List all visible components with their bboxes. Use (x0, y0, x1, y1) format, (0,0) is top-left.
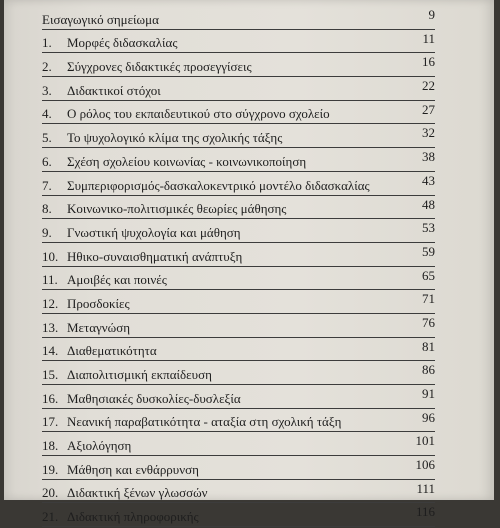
toc-entry-number: 18. (42, 438, 59, 454)
toc-entry-title: Νεανική παραβατικότητα - αταξία στη σχολική τάξη (67, 414, 342, 430)
toc-entry-number: 20. (42, 485, 59, 501)
toc-entry-title: Κοινωνικο-πολιτισμικές θεωρίες μάθησης (67, 201, 287, 217)
toc-entry-11 (42, 268, 435, 292)
toc-entry-rule (42, 171, 435, 172)
toc-entry-7 (42, 173, 435, 197)
toc-entry-page: 32 (422, 125, 435, 141)
toc-entry-rule (42, 218, 435, 219)
toc-entry-17 (42, 410, 435, 434)
toc-entry-title: Αξιολόγηση (67, 438, 132, 454)
toc-entry-number: 9. (42, 224, 52, 240)
toc-entry-rule (42, 384, 435, 385)
toc-entry-19 (42, 457, 435, 481)
toc-entry-title: Γνωστική ψυχολογία και μάθηση (67, 224, 241, 240)
toc-entry-number: 11. (42, 272, 58, 288)
toc-entry-rule (42, 455, 435, 456)
toc-entry-rule (42, 502, 435, 503)
toc-entry-page: 76 (422, 314, 435, 330)
toc-entry-page: 101 (415, 433, 435, 449)
toc-entry-page: 43 (422, 172, 435, 188)
toc-entry-title: Το ψυχολογικό κλίμα της σχολικής τάξης (67, 130, 283, 146)
toc-entry-rule (42, 52, 435, 53)
toc-entry-title: Εισαγωγικό σημείωμα (42, 11, 159, 27)
toc-entry-rule (42, 100, 435, 101)
toc-entry-title: Προσδοκίες (67, 295, 130, 311)
toc-entry-rule (42, 29, 435, 30)
toc-entry-title: Αμοιβές και ποινές (67, 272, 167, 288)
toc-entry-rule (42, 337, 435, 338)
toc-entry-number: 17. (42, 414, 59, 430)
toc-entry-1 (42, 31, 435, 55)
toc-entry-title: Διαπολιτισμική εκπαίδευση (67, 367, 212, 382)
toc-entry-title: Μεταγνώση (67, 319, 131, 335)
toc-entry-number: 12. (42, 295, 59, 311)
toc-entry-rule (42, 242, 435, 243)
toc-entry-page: 91 (422, 386, 435, 401)
toc-entry-rule (42, 431, 435, 432)
toc-entry-rule (42, 408, 435, 409)
toc-entry-rule (42, 526, 435, 527)
toc-entry-title: Μαθησιακές δυσκολίες-δυσλεξία (67, 390, 241, 406)
toc-entry-page: 65 (422, 267, 435, 283)
toc-entry-8 (42, 197, 435, 221)
toc-entry-page: 27 (422, 101, 435, 117)
toc-entry-page: 11 (422, 30, 435, 46)
toc-entry-13 (42, 315, 435, 339)
toc-entry-number: 2. (42, 59, 52, 75)
toc-entry-page: 38 (422, 149, 435, 165)
toc-entry-title: Μορφές διδασκαλίας (67, 35, 178, 51)
toc-entry-title: Διδακτικοί στόχοι (67, 82, 161, 98)
toc-entry-number: 5. (42, 130, 52, 146)
book-page (4, 0, 494, 525)
toc-entry-page: 16 (422, 54, 435, 70)
toc-entry-title: Μάθηση και ενθάρρυνση (67, 461, 199, 477)
toc-entry-title: Διαθεματικότητα (67, 343, 157, 359)
toc-entry-rule (42, 313, 435, 314)
toc-entry-page: 116 (415, 504, 435, 520)
toc-entry-title: Συμπεριφορισμός-δασκαλοκεντρικό μοντέλο διδασκαλίας (67, 177, 370, 193)
toc-entry-page: 81 (422, 338, 435, 354)
toc-entry-18 (42, 433, 435, 457)
toc-entry-title: Ο ρόλος του εκπαιδευτικού στο σύγχρονο σχολείο (67, 106, 330, 122)
table-of-contents (42, 7, 435, 528)
toc-entry-number: 4. (42, 106, 52, 122)
toc-entry-number: 13. (42, 319, 59, 335)
toc-entry-title: Σύγχρονες διδακτικές προσεγγίσεις (67, 59, 252, 75)
toc-entry-rule (42, 76, 435, 77)
toc-entry-number: 16. (42, 390, 59, 406)
toc-entry-rule (42, 360, 435, 361)
toc-entry-rule (42, 289, 435, 290)
toc-entry-15 (42, 362, 435, 386)
toc-entry-21 (42, 504, 435, 528)
toc-entry-page: 106 (415, 457, 435, 473)
toc-entry-2 (42, 54, 435, 78)
toc-entry-9 (42, 220, 435, 244)
toc-entry-page: 9 (428, 7, 435, 22)
toc-entry-4 (42, 102, 435, 126)
toc-entry-3 (42, 78, 435, 102)
toc-entry-10 (42, 244, 435, 268)
toc-entry-title: Διδακτική ξένων γλωσσών (67, 485, 208, 501)
toc-entry-rule (42, 123, 435, 124)
toc-entry-title: Ηθικο-συναισθηματική ανάπτυξη (67, 248, 243, 264)
toc-entry-page: 86 (422, 362, 435, 378)
toc-entry-page: 48 (422, 196, 435, 212)
toc-entry-number: 1. (42, 35, 52, 51)
toc-entry-14 (42, 339, 435, 363)
toc-entry-rule (42, 479, 435, 480)
toc-entry-number: 8. (42, 201, 52, 217)
toc-entry-rule (42, 195, 435, 196)
toc-entry-rule (42, 147, 435, 148)
toc-entry-number: 10. (42, 248, 59, 264)
toc-entry-number: 3. (42, 82, 52, 98)
toc-entry-page: 71 (422, 291, 435, 307)
toc-entry-number: 14. (42, 343, 59, 359)
toc-entry-number: 19. (42, 461, 59, 477)
toc-entry-page: 53 (422, 220, 435, 236)
toc-entry-rule (42, 266, 435, 267)
toc-entry-intro (42, 7, 435, 31)
toc-entry-12 (42, 291, 435, 315)
toc-entry-6 (42, 149, 435, 173)
toc-entry-number: 21. (42, 509, 59, 525)
toc-entry-page: 111 (416, 480, 435, 496)
toc-entry-5 (42, 125, 435, 149)
toc-entry-number: 6. (42, 153, 52, 169)
toc-entry-page: 96 (422, 409, 435, 425)
toc-entry-title: Σχέση σχολείου κοινωνίας - κοινωνικοποίηση (67, 153, 307, 169)
toc-entry-number: 15. (42, 367, 59, 382)
toc-entry-20 (42, 481, 435, 505)
toc-entry-number: 7. (42, 177, 52, 193)
toc-entry-title: Διδακτική πληροφορικής (67, 509, 199, 525)
toc-entry-page: 22 (422, 78, 435, 94)
toc-entry-16 (42, 386, 435, 410)
toc-entry-page: 59 (422, 243, 435, 259)
